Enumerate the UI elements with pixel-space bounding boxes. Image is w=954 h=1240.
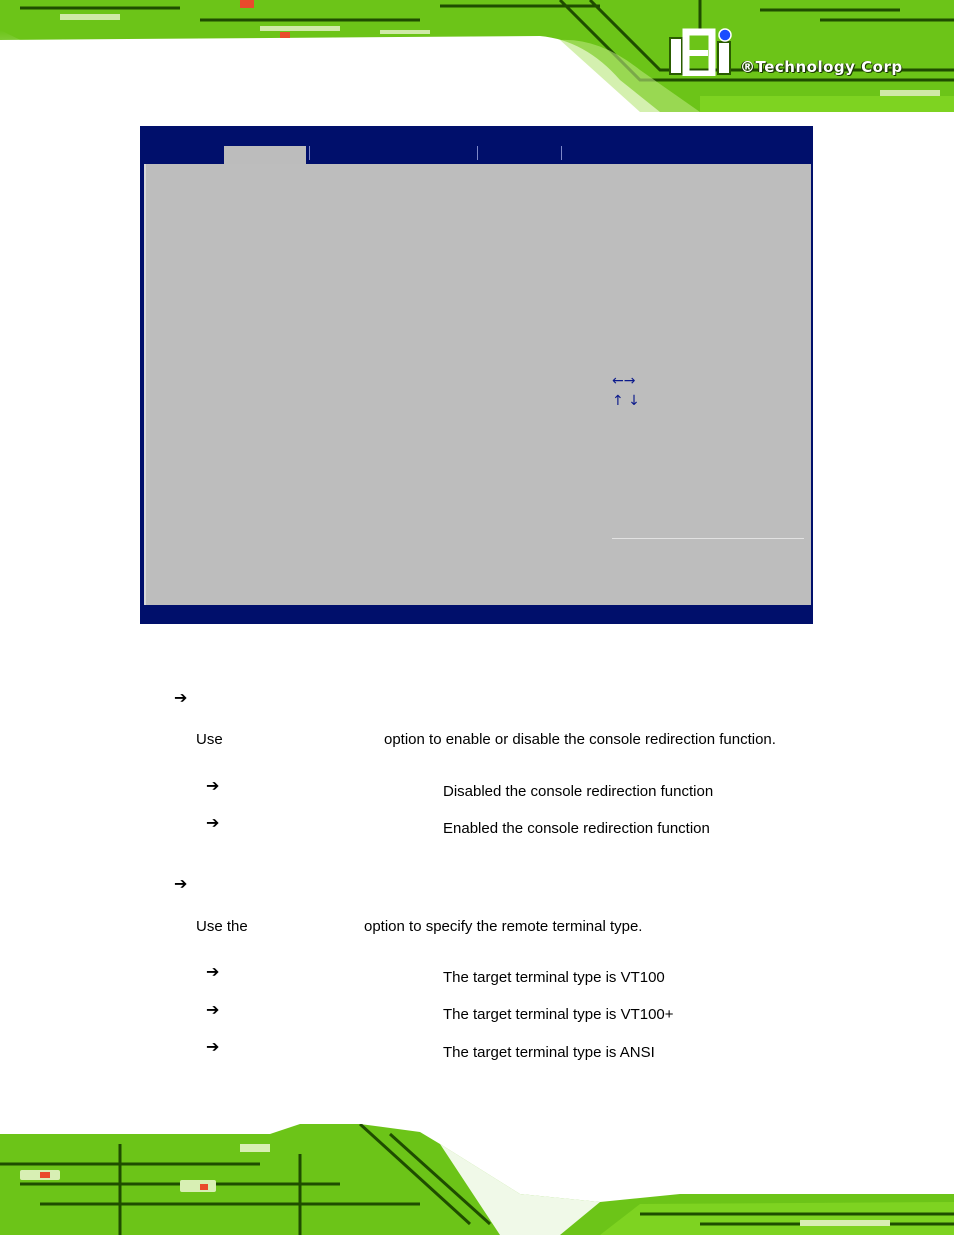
help-divider xyxy=(612,538,804,539)
right-arrow-bullet-icon: ➔ xyxy=(206,813,220,832)
right-arrow-bullet-icon: ➔ xyxy=(174,874,188,893)
option-description: Enabled the console redirection function xyxy=(443,820,710,837)
bios-settings-pane xyxy=(144,164,605,605)
tab-separator xyxy=(477,146,478,160)
circuit-board-footer-graphic xyxy=(0,1124,954,1235)
bios-status-bar xyxy=(140,605,813,624)
right-arrow-bullet-icon: ➔ xyxy=(206,776,220,795)
option-description: The target terminal type is VT100 xyxy=(443,969,665,986)
iei-logo-icon xyxy=(668,28,736,76)
brand-text: ®Technology Corp xyxy=(740,58,903,76)
tab-separator xyxy=(561,146,562,160)
section-intro-prefix: Use the xyxy=(196,918,248,935)
header-banner xyxy=(0,0,954,112)
footer-banner xyxy=(0,1124,954,1235)
right-arrow-bullet-icon: ➔ xyxy=(206,1000,220,1019)
right-arrow-bullet-icon: ➔ xyxy=(206,1037,220,1056)
bios-help-pane xyxy=(605,164,811,605)
bios-screen xyxy=(140,126,813,624)
option-description: The target terminal type is VT100+ xyxy=(443,1006,674,1023)
option-description: The target terminal type is ANSI xyxy=(443,1044,655,1061)
bios-tab-active[interactable] xyxy=(224,146,306,164)
section-intro-text: option to enable or disable the console redirection function. xyxy=(384,731,776,748)
section-intro-text: option to specify the remote terminal type. xyxy=(364,918,643,935)
bios-menu-bar xyxy=(140,126,813,164)
section-intro-prefix: Use xyxy=(196,731,223,748)
left-right-arrow-icon: ←→ xyxy=(612,373,636,389)
up-down-arrow-icon: ↑ ↓ xyxy=(612,393,640,409)
tab-separator xyxy=(309,146,310,160)
right-arrow-bullet-icon: ➔ xyxy=(206,962,220,981)
option-description: Disabled the console redirection function xyxy=(443,783,714,800)
circuit-board-header-graphic xyxy=(0,0,954,112)
right-arrow-bullet-icon: ➔ xyxy=(174,688,188,707)
